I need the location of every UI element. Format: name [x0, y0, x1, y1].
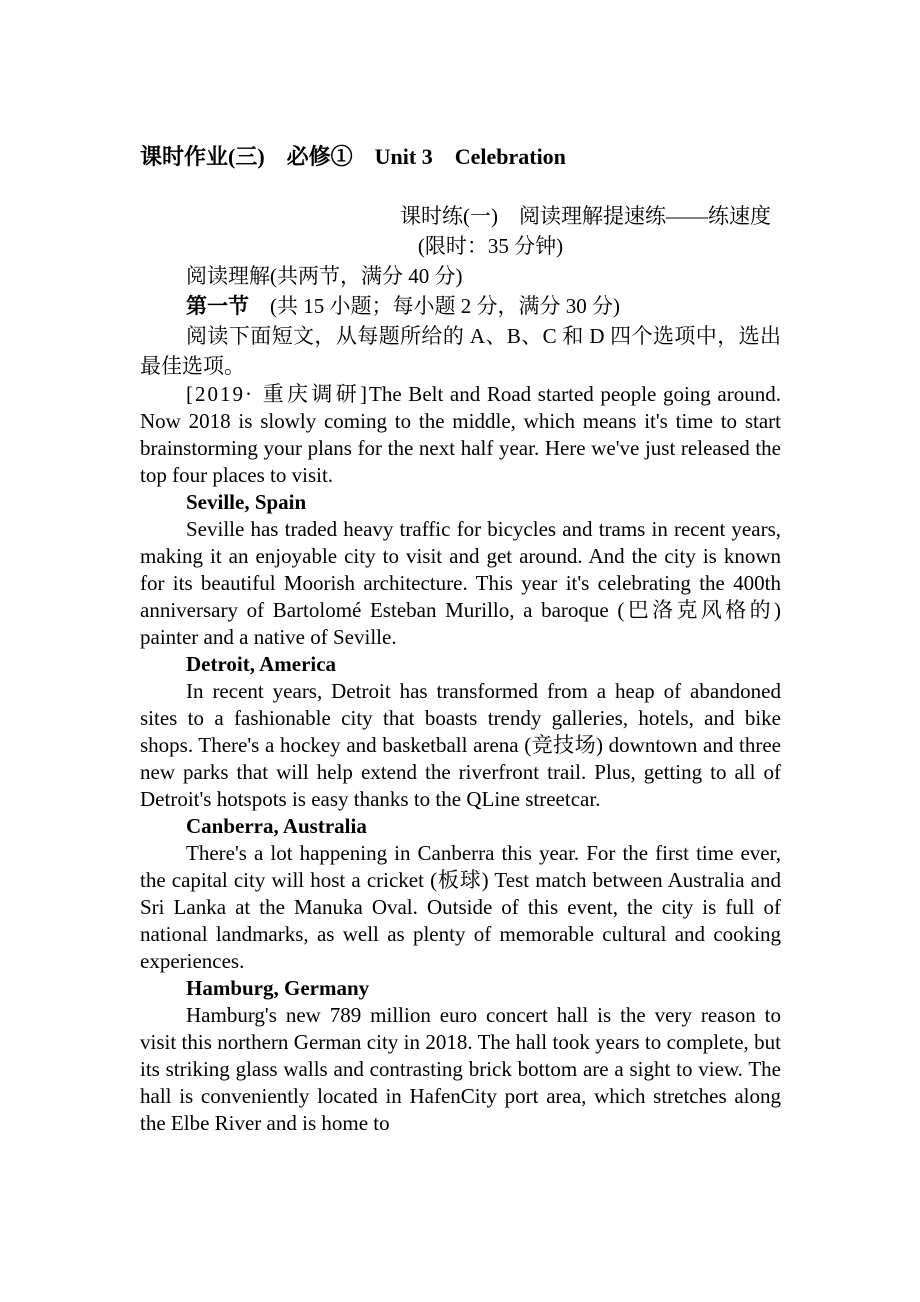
place-text: Hamburg's new 789 million euro concert hall is the very reason to visit this northern German city in 2018. The hall took years to complete, but its striking glass walls and contrasting brick bottom are a sight to view. The hall is conveniently located in HafenCity port area, which stretches along the Elbe River and is home to [140, 1003, 781, 1135]
instructions: 阅读下面短文，从每题所给的 A、B、C 和 D 四个选项中，选出最佳选项。 [140, 324, 781, 378]
place-heading: Canberra, Australia [186, 814, 367, 838]
part-info: (共 15 小题；每小题 2 分，满分 30 分) [249, 294, 620, 318]
intro-source: [2019· 重庆调研] [186, 382, 370, 406]
section-title: 阅读理解(共两节，满分 40 分) [186, 264, 463, 288]
place-text: Seville has traded heavy traffic for bicycles and trams in recent years, making it an enjoyable city to visit and get around. And the city is known for its beautiful Moorish architecture. This year it's celebrating the 400th anniversary of Bartolomé Esteban Murillo, a baroque (巴洛克风格的) painter and a native of Seville. [140, 517, 781, 649]
part-header [140, 291, 781, 321]
part-label: 第一节 [186, 294, 249, 318]
time-limit: (限时：35 分钟) [417, 234, 564, 258]
place-text: There's a lot happening in Canberra this year. For the first time ever, the capital city will host a cricket (板球) Test match between Australia and Sri Lanka at the Manuka Oval. Outside of this event, the city is full of national landmarks, as well as plenty of memorable cultural and cooking experiences. [140, 841, 781, 973]
intro-paragraph [140, 381, 781, 489]
place-heading: Hamburg, Germany [186, 976, 370, 1000]
subtitle: 课时练(一) 阅读理解提速练——练速度 [400, 204, 771, 228]
place-text: In recent years, Detroit has transformed from a heap of abandoned sites to a fashionable city that boasts trendy galleries, hotels, and bike shops. There's a hockey and basketball arena (竞技场) downtown and three new parks that will help extend the riverfront trail. Plus, getting to all of Detroit's hotspots is easy thanks to the QLine streetcar. [140, 679, 781, 811]
page-title: 课时作业(三) 必修① Unit 3 Celebration [140, 144, 566, 169]
document-page [140, 142, 781, 1137]
intro-text: The Belt and Road started people going around. Now 2018 is slowly coming to the middle, which means it's time to start brainstorming your plans for the next half year. Here we've just released the top four places to visit. [140, 382, 781, 487]
place-heading: Detroit, America [186, 652, 337, 676]
place-heading: Seville, Spain [186, 490, 307, 514]
